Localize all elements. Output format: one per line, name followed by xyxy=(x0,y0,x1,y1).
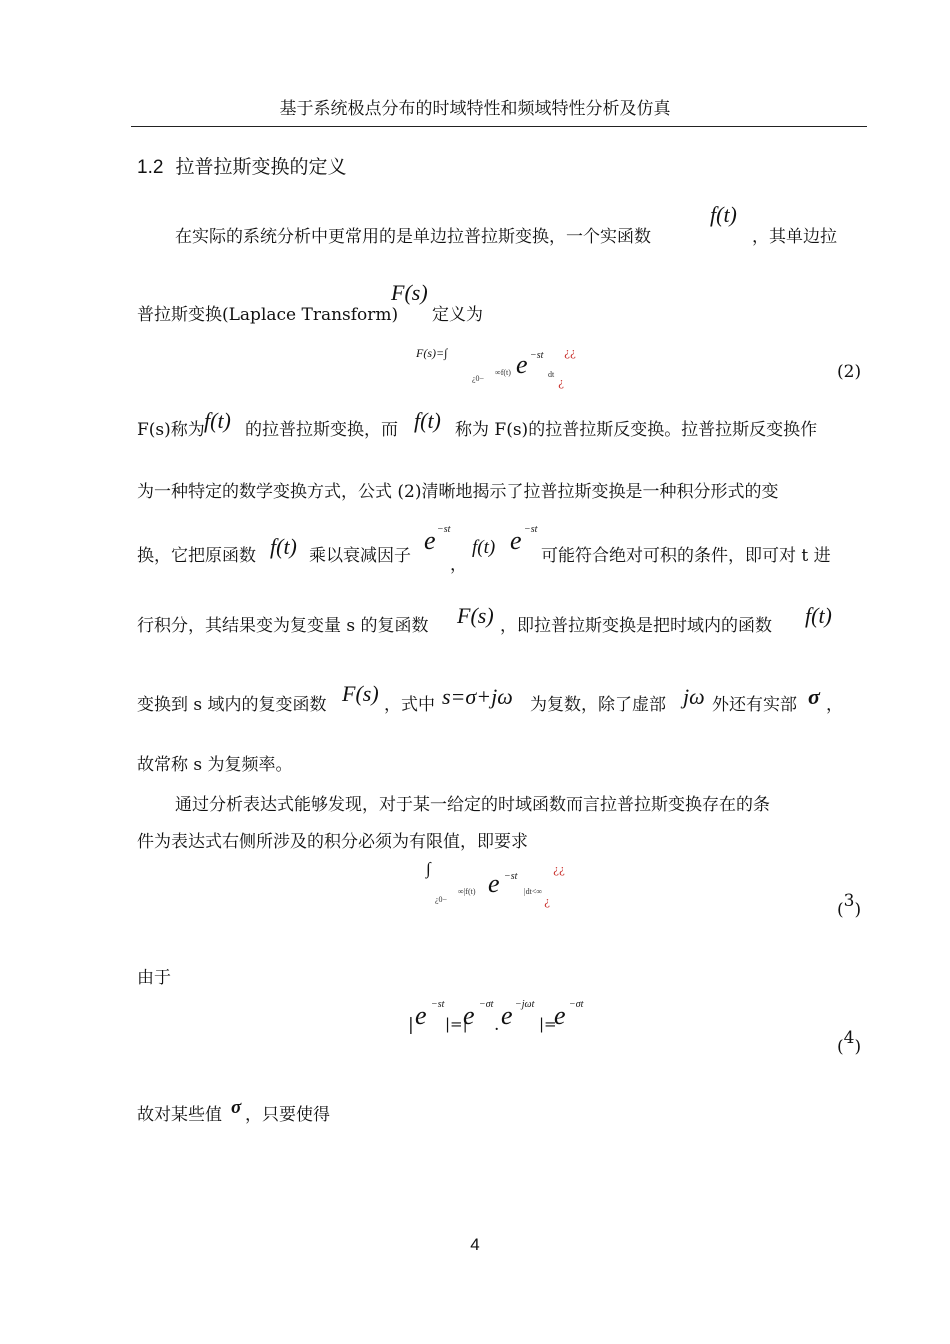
paren: ) xyxy=(854,1037,862,1057)
equation-number-3 xyxy=(837,891,862,920)
number: 3 xyxy=(843,891,855,911)
p1-line1 xyxy=(175,222,651,247)
text-run: 乘以衰减因子 xyxy=(309,546,411,566)
eq4-exp-base: e xyxy=(554,1001,566,1030)
eq2-artifact: ¿ xyxy=(558,376,564,389)
p1-line2: 普拉斯变换(Laplace Transform) xyxy=(137,305,399,325)
section-heading xyxy=(137,152,347,179)
math-s-def: s=σ+jω xyxy=(442,684,513,709)
math-j-omega: jω xyxy=(683,684,705,709)
paren: ) xyxy=(854,900,862,920)
equation-2 xyxy=(410,340,610,390)
eq4-equals: |=| xyxy=(445,1015,468,1033)
eq4-exp-base: e xyxy=(463,1001,475,1030)
text-run: 称为 F(s)的拉普拉斯反变换。拉普拉斯反变换作 xyxy=(455,420,818,440)
eq3-integral: ∫ xyxy=(426,859,431,878)
text-run: ， xyxy=(826,695,843,715)
text-run: 行积分，其结果变为复变量 s 的复函数 xyxy=(137,616,429,636)
text-run: 为一种特定的数学变换方式，公式 (2)清晰地揭示了拉普拉斯变换是一种积分形式的变 xyxy=(137,482,779,502)
text-run: ，即拉普拉斯变换是把时域内的函数 xyxy=(500,616,772,636)
eq2-exp-base: e xyxy=(516,350,528,379)
eq4-exp-sup: −jωt xyxy=(515,999,535,1010)
math-sigma: σ xyxy=(231,1097,242,1118)
equation-number-2: (2) xyxy=(837,362,862,382)
text-run: 定义为 xyxy=(432,305,483,325)
text-run: ，其单边拉 xyxy=(752,227,837,247)
math-f-t: f(t) xyxy=(414,408,441,433)
eq3-tail: |dt<∞ xyxy=(524,887,543,896)
text-run: 由于 xyxy=(137,968,171,988)
eq3-artifact: ¿ xyxy=(544,895,550,908)
text-run: 故常称 s 为复频率。 xyxy=(137,755,293,775)
eq2-lower-limit: ¿0− xyxy=(472,374,485,383)
math-exp-sup: −st xyxy=(437,524,451,535)
section-number: 1.2 xyxy=(137,157,164,178)
running-header: 基于系统极点分布的时域特性和频域特性分析及仿真 xyxy=(279,99,671,119)
number: 4 xyxy=(843,1028,855,1048)
eq3-exp-base: e xyxy=(488,869,500,898)
text-run: 件为表达式右侧所涉及的积分必须为有限值，即要求 xyxy=(137,832,528,852)
math-F-s: F(s) xyxy=(342,681,379,706)
eq4-bar: | xyxy=(408,1015,414,1035)
page-number: 4 xyxy=(470,1235,480,1254)
text-run: 为复数，除了虚部 xyxy=(530,695,666,715)
equation-number-4 xyxy=(837,1028,862,1057)
section-title: 拉普拉斯变换的定义 xyxy=(175,156,347,178)
paren: ( xyxy=(837,900,844,920)
eq4-exp-base: e xyxy=(415,1001,427,1030)
eq4-equals: |= xyxy=(539,1015,557,1033)
text-run: ， xyxy=(450,555,467,575)
eq3-integrand: ∞|f(t) xyxy=(458,887,476,896)
text-run: ，式中 xyxy=(384,695,435,715)
paren: ( xyxy=(837,1037,844,1057)
text-run: 变换到 s 域内的复变函数 xyxy=(137,695,327,715)
math-f-t: f(t) xyxy=(472,537,496,558)
math-F-s: F(s) xyxy=(391,280,428,305)
math-f-t: f(t) xyxy=(805,603,832,628)
eq4-exp-sup: −σt xyxy=(479,999,494,1010)
eq4-exp-sup: −st xyxy=(431,999,445,1010)
math-exp-sup: −st xyxy=(524,524,538,535)
math-F-s: F(s) xyxy=(457,603,494,628)
eq4-dot: . xyxy=(494,1015,500,1035)
text-run: 故对某些值 xyxy=(137,1105,222,1125)
math-exp-base: e xyxy=(424,526,436,555)
eq4-exp-sup: −σt xyxy=(569,999,584,1010)
math-f-t: f(t) xyxy=(270,534,297,559)
text-run: 在实际的系统分析中更常用的是单边拉普拉斯变换，一个实函数 xyxy=(175,227,651,247)
eq4-exp-base: e xyxy=(501,1001,513,1030)
text-run: 可能符合绝对可积的条件，即可对 t 进 xyxy=(541,546,831,566)
text-run: 换，它把原函数 xyxy=(137,546,256,566)
eq2-integrand: ∞f(t) xyxy=(495,368,511,377)
math-exp-base: e xyxy=(510,526,522,555)
text-run: ，只要使得 xyxy=(245,1105,330,1125)
eq2-exp-sup: −st xyxy=(530,350,544,361)
text-run: 外还有实部 xyxy=(712,695,797,715)
eq3-lower-limit: ¿0− xyxy=(435,895,448,904)
eq3-artifact: ¿¿ xyxy=(553,863,565,876)
text-run: F(s)称为 xyxy=(137,420,205,440)
text-run: 的拉普拉斯变换，而 xyxy=(245,420,398,440)
math-f-t: f(t) xyxy=(204,408,231,433)
math-sigma: σ xyxy=(808,684,820,709)
eq2-dt: dt xyxy=(548,370,555,379)
eq2-artifact: ¿¿ xyxy=(564,346,576,359)
header-divider xyxy=(131,126,867,127)
eq3-exp-sup: −st xyxy=(504,871,518,882)
text-run: 通过分析表达式能够发现，对于某一给定的时域函数而言拉普拉斯变换存在的条 xyxy=(175,795,770,815)
math-f-t: f(t) xyxy=(710,202,737,227)
equation-3 xyxy=(420,855,620,910)
equation-4 xyxy=(405,995,605,1040)
eq2-lhs: F(s)=∫ xyxy=(416,346,448,360)
